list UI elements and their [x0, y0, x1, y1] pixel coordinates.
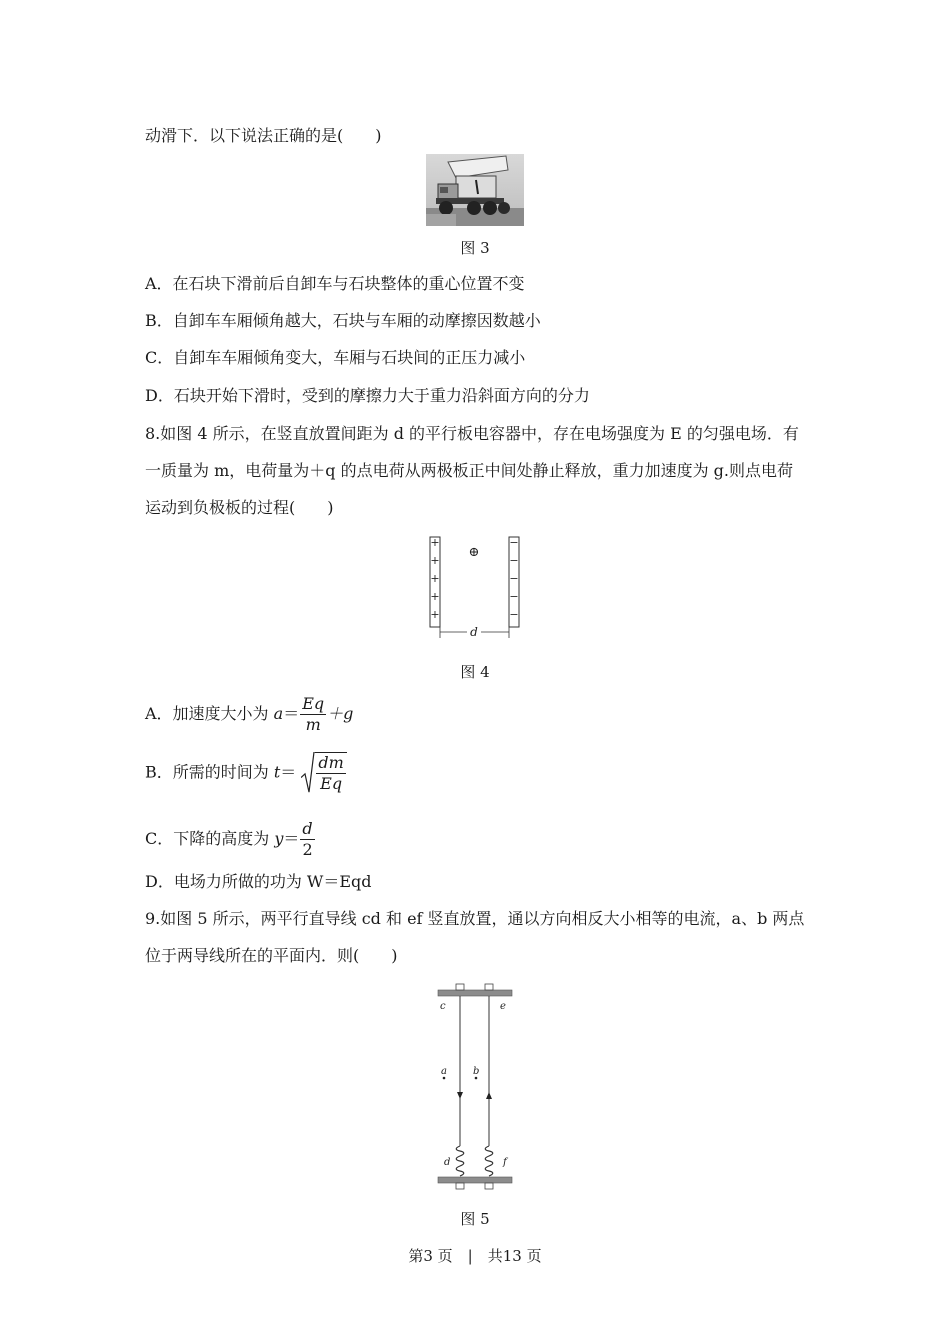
label-f: f [503, 1157, 507, 1168]
page-footer: 第3 页 | 共13 页 [408, 1247, 542, 1265]
q9-stem-line-1: 9.如图 5 所示，两平行直导线 cd 和 ef 竖直放置，通以方向相反大小相等的电流，a、b 两点 [145, 909, 805, 928]
q8-stem-line-1: 8.如图 4 所示，在竖直放置间距为 d 的平行板电容器中，存在电场强度为 E 的匀强电场．有 [145, 424, 799, 443]
q8-option-b: B．所需的时间为 t＝ $\frac{dm}{Eq}$ [145, 752, 347, 794]
label-c: c [440, 1001, 446, 1012]
q8-stem-line-2: 一质量为 m，电荷量为＋q 的点电荷从两极板正中间处静止释放，重力加速度为 g.则点电荷 [145, 461, 794, 480]
figure-4-capacitor-diagram [420, 534, 530, 640]
plus-sign: + [430, 536, 440, 549]
gap-label-d: d [470, 625, 478, 639]
radical-sign-icon [301, 752, 315, 794]
label-a: a [441, 1066, 447, 1077]
point-charge-icon: ⊕ [468, 545, 480, 560]
q7-option-a: A．在石块下滑前后自卸车与石块整体的重心位置不变 [145, 274, 525, 293]
q8-option-c: C．下降的高度为 y＝ $\frac{d}{2}$ [145, 819, 313, 859]
figure-3-dump-truck-photo [426, 154, 524, 226]
q7-option-c: C．自卸车车厢倾角变大，车厢与石块间的正压力减小 [145, 348, 526, 367]
minus-sign: − [509, 572, 519, 585]
plus-sign: + [430, 572, 440, 585]
q8-option-d: D．电场力所做的功为 W＝Eqd [145, 872, 372, 891]
q7-option-d: D．石块开始下滑时，受到的摩擦力大于重力沿斜面方向的分力 [145, 386, 590, 405]
label-b: b [473, 1066, 480, 1077]
question-intro-tail: 动滑下．以下说法正确的是( ) [145, 126, 382, 145]
figure-3-caption: 图 3 [460, 239, 490, 257]
label-e: e [500, 1001, 506, 1012]
q8-stem-line-3: 运动到负极板的过程( ) [145, 498, 334, 517]
fraction: $\frac{Eq}{m}$ [302, 694, 325, 734]
minus-sign: − [509, 554, 519, 567]
q8-option-a: A．加速度大小为 a＝ $\frac{Eq}{m}$ ＋g [145, 694, 354, 734]
label-d: d [444, 1157, 451, 1168]
fraction: $\frac{dm}{Eq}$ [318, 753, 344, 793]
plus-sign: + [430, 590, 440, 603]
fraction: $\frac{d}{2}$ [302, 819, 313, 859]
figure-5-parallel-wires-diagram [430, 980, 520, 1194]
minus-sign: − [509, 590, 519, 603]
plus-sign: + [430, 554, 440, 567]
plus-sign: + [430, 608, 440, 621]
minus-sign: − [509, 608, 519, 621]
minus-sign: − [509, 536, 519, 549]
square-root [301, 752, 346, 794]
q9-stem-line-2: 位于两导线所在的平面内．则( ) [145, 946, 398, 965]
figure-5-caption: 图 5 [460, 1210, 490, 1228]
figure-4-caption: 图 4 [460, 663, 490, 681]
q7-option-b: B．自卸车车厢倾角越大，石块与车厢的动摩擦因数越小 [145, 311, 541, 330]
